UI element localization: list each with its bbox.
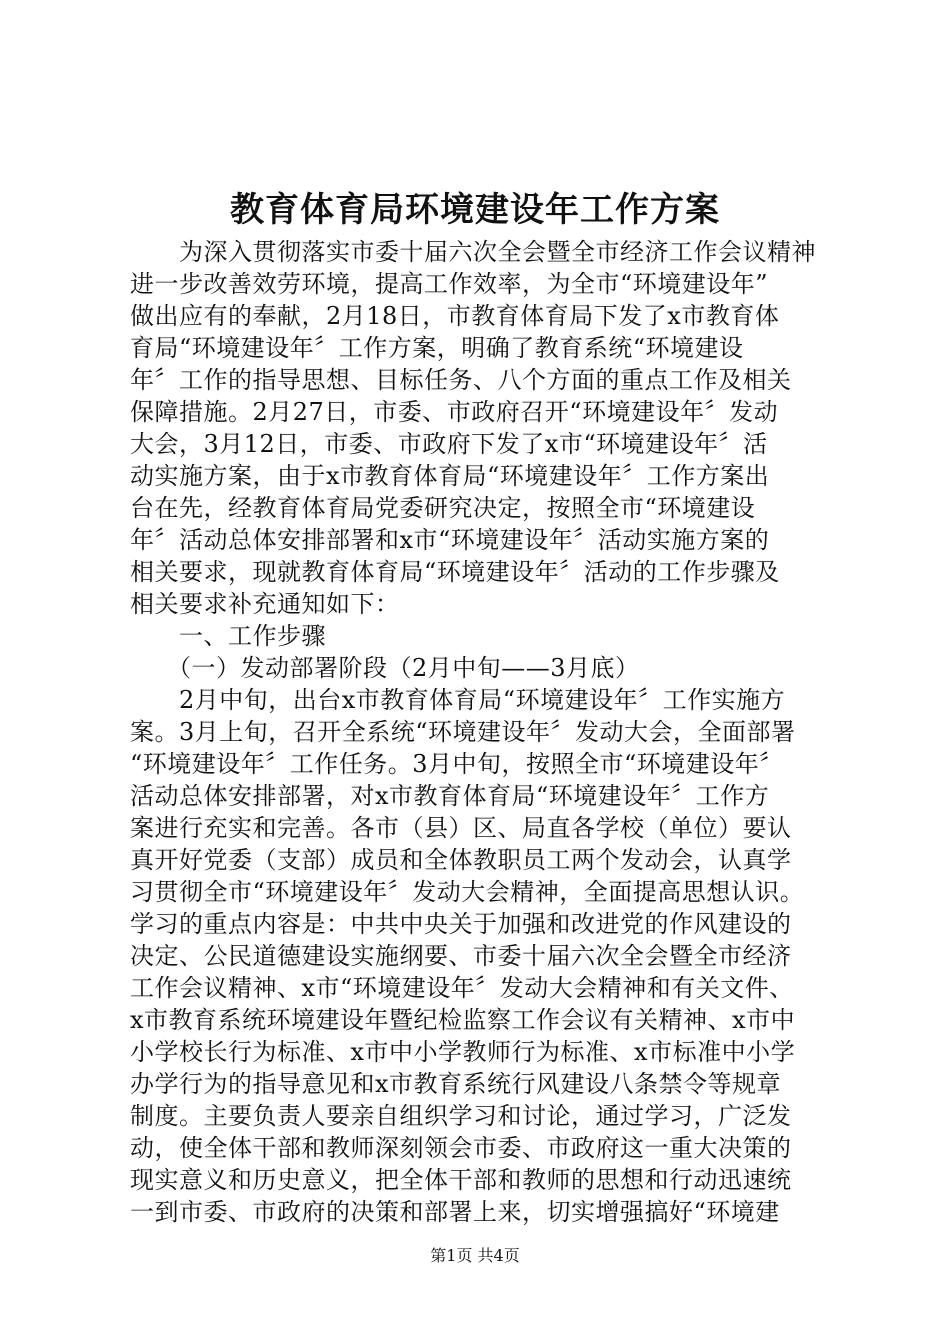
body-line: 决定、公民道德建设实施纲要、市委十届六次全会暨全市经济: [130, 942, 792, 970]
body-line: 动，使全体干部和教师深刻领会市委、市政府这一重大决策的: [130, 1134, 792, 1162]
body-line: 进一步改善效劳环境，提高工作效率，为全市“环境建设年”: [130, 270, 769, 298]
body-line: 大会，3月12日，市委、市政府下发了x市“环境建设年〞活: [130, 430, 768, 458]
body-line: “环境建设年〞工作任务。3月中旬，按照全市“环境建设年〞: [130, 750, 784, 778]
body-line: 办学行为的指导意见和x市教育系统行风建设八条禁令等规章: [130, 1070, 782, 1098]
body-line: 习贯彻全市“环境建设年〞发动大会精神，全面提高思想认识。: [130, 878, 805, 906]
body-line: 育局“环境建设年〞工作方案，明确了教育系统“环境建设: [130, 334, 744, 362]
body-line: 案进行充实和完善。各市（县）区、局直各学校（单位）要认: [130, 814, 792, 842]
body-line: 小学校长行为标准、x市中小学教师行为标准、x市标准中小学: [130, 1038, 796, 1066]
body-line: 为深入贯彻落实市委十届六次全会暨全市经济工作会议精神: [130, 238, 816, 266]
body-line: 做出应有的奉献，2月18日，市教育体育局下发了x市教育体: [130, 302, 780, 330]
body-line: 台在先，经教育体育局党委研究决定，按照全市“环境建设: [130, 494, 756, 522]
body-line: 现实意义和历史意义，把全体干部和教师的思想和行动迅速统: [130, 1166, 792, 1194]
body-line: 案。3月上旬，召开全系统“环境建设年〞发动大会，全面部署: [130, 718, 796, 746]
body-line: x市教育系统环境建设年暨纪检监察工作会议有关精神、x市中: [130, 1006, 796, 1034]
body-line: 真开好党委（支部）成员和全体教职员工两个发动会，认真学: [130, 846, 792, 874]
body-line: 2月中旬，出台x市教育体育局“环境建设年〞工作实施方: [130, 686, 786, 714]
body-line: 保障措施。2月27日，市委、市政府召开“环境建设年〞发动: [130, 398, 779, 426]
body-line: 制度。主要负责人要亲自组织学习和讨论，通过学习，广泛发: [130, 1102, 792, 1130]
body-line: 一到市委、市政府的决策和部署上来，切实增强搞好“环境建: [130, 1198, 780, 1226]
document-title: 教育体育局环境建设年工作方案: [230, 190, 720, 230]
body-line: 相关要求补充通知如下：: [130, 590, 400, 618]
page-footer: 第1页 共4页: [430, 1246, 520, 1265]
body-line: 动实施方案，由于x市教育体育局“环境建设年〞工作方案出: [130, 462, 770, 490]
body-line: 年〞活动总体安排部署和x市“环境建设年〞活动实施方案的: [130, 526, 770, 554]
body-line: 相关要求，现就教育体育局“环境建设年〞活动的工作步骤及: [130, 558, 780, 586]
body-line: 工作会议精神、x市“环境建设年〞发动大会精神和有关文件、: [130, 974, 794, 1002]
body-line: 年〞工作的指导思想、目标任务、八个方面的重点工作及相关: [130, 366, 792, 394]
body-line: 活动总体安排部署，对x市教育体育局“环境建设年〞工作方: [130, 782, 770, 810]
body-line: （一）发动部署阶段（2月中旬——3月底）: [130, 654, 640, 682]
body-line: 一、工作步骤: [130, 622, 326, 650]
body-line: 学习的重点内容是：中共中央关于加强和改进党的作风建设的: [130, 910, 792, 938]
document-body: [130, 236, 842, 1228]
